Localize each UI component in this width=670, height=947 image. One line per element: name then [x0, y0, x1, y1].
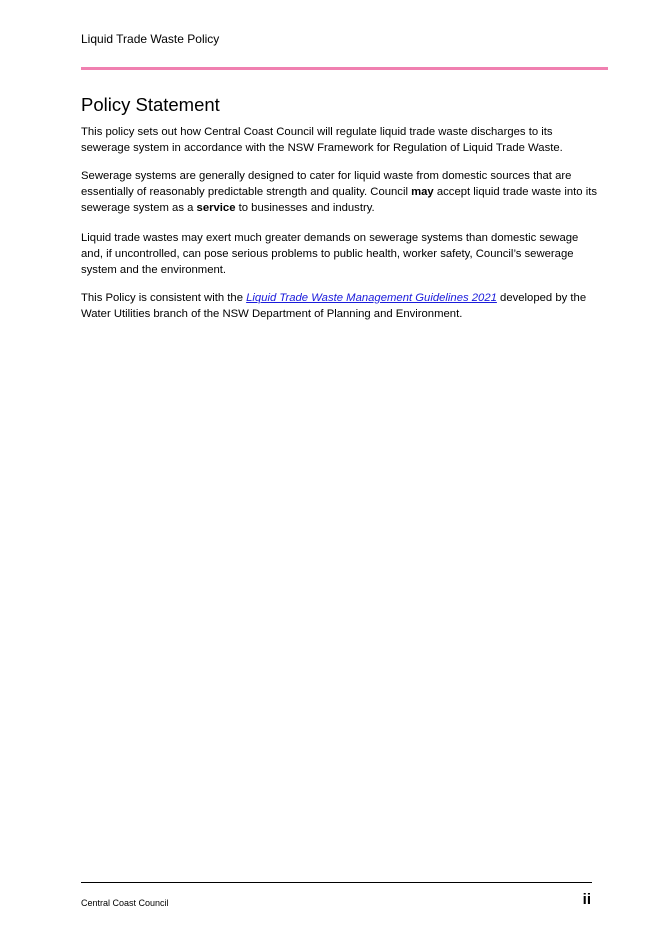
paragraph-text: accept liquid trade waste into its sewerage system as a	[81, 186, 597, 214]
paragraph-sewerage-systems	[81, 168, 601, 216]
footer-organization: Central Coast Council	[81, 898, 169, 908]
emphasis-service: service	[196, 202, 236, 214]
paragraph-consistency	[81, 290, 601, 322]
section-heading: Policy Statement	[81, 94, 220, 115]
paragraph-text: developed by the Water Utilities branch of the NSW Department of Planning and Environment.	[81, 292, 587, 320]
paragraph-text: to businesses and industry.	[235, 202, 375, 214]
guidelines-link[interactable]: Liquid Trade Waste Management Guidelines 2021	[246, 292, 497, 304]
paragraph-text: This Policy is consistent with the	[81, 292, 247, 304]
page-number: ii	[582, 891, 591, 908]
header-divider	[81, 67, 608, 70]
paragraph-text: Sewerage systems are generally designed to cater for liquid waste from domestic sources that are essentially of reasonably predictable strength and quality. Council	[81, 170, 572, 198]
running-header-title: Liquid Trade Waste Policy	[81, 32, 220, 46]
emphasis-may: may	[411, 186, 434, 198]
paragraph-demands: Liquid trade wastes may exert much greater demands on sewerage systems than domestic sewage and, if uncontrolled, can pose serious problems to public health, worker safety, Council’s sewerage system and the environment.	[81, 232, 579, 276]
footer-divider	[81, 882, 592, 883]
paragraph-purpose: This policy sets out how Central Coast Council will regulate liquid trade waste discharges to its sewerage system in accordance with the NSW Framework for Regulation of Liquid Trade Waste.	[81, 126, 563, 154]
